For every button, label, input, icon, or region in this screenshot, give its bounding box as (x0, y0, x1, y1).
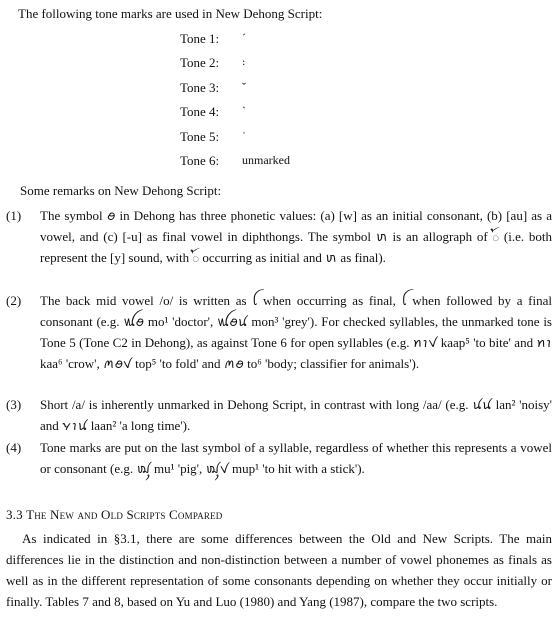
tone-label: Tone 3: (180, 79, 220, 95)
remark-number: (1) (6, 208, 22, 223)
remark-text: The symbol ꪮ in Dehong has three phonetic values: (a) [w] as an initial consonant, (b) [au] as a vowel, and (c) [-u] as final vowel in diphthongs. The symbol ꪬ is an allograph of ꪳ (i.e. both represent the [y] sound, with ꪳ occurring as initial and ꪬ as final). (40, 208, 552, 265)
tone-mark: ˋ (242, 104, 246, 119)
remark-item (6, 437, 552, 479)
tone-label: Tone 6: (180, 153, 220, 169)
tone-label: Tone 4: (180, 104, 220, 120)
tone-row (180, 75, 380, 100)
intro-text: The following tone marks are used in New Dehong Script: (18, 6, 323, 21)
tone-row (180, 100, 380, 125)
tone-mark: ˙ (242, 128, 246, 143)
remark-number: (4) (6, 440, 22, 455)
tone-mark: unmarked (242, 153, 290, 168)
remark-text: Short /a/ is inherently unmarked in Dehong Script, in contrast with long /aa/ (e.g. ꪙꪙ lan² 'noisy' and ꪩꪱꪙ laan² 'a long time'). (40, 397, 552, 433)
tone-label: Tone 1: (180, 30, 220, 46)
tone-marks-table (180, 26, 380, 173)
remark-text: The back mid vowel /o/ is written as ꪶ when occurring as final, ꪶ when followed by a final consonant (e.g. ꪡꪮ mo¹ 'doctor', ꪡꪮꪙ mon³ 'grey'). For checked syllables, the unmarked tone is Tone 5 (Tone C2 in Dehong), as against Tone 6 for open syllables (e.g. ꪀꪱꪚ kaap⁵ 'to bite' and ꪀꪱ kaa⁶ 'crow', ꪔꪮꪚ top⁵ 'to fold' and ꪔꪮ to⁶ 'body; classifier for animals'). (40, 293, 552, 371)
tone-mark: ˊ (242, 30, 246, 45)
remark-item (6, 290, 552, 374)
tone-label: Tone 2: (180, 55, 220, 71)
section-body: As indicated in §3.1, there are some differences between the Old and New Scripts. The main differences lie in the distinction and non-distinction between a number of vowel phonemes as finals as well as in the different representation of some consonants depending on whether they occur initially or finally. Tables 7 and 8, based on Yu and Luo (1980) and Yang (1987), compare the two scripts. (6, 531, 552, 609)
tone-row (180, 149, 380, 174)
section-heading: 3.3 The New and Old Scripts Compared (6, 507, 223, 522)
tone-mark: ꞉ (242, 55, 246, 70)
tone-row (180, 124, 380, 149)
remarks-intro: Some remarks on New Dehong Script: (20, 183, 222, 198)
remark-number: (2) (6, 293, 22, 308)
remark-item (6, 394, 552, 436)
remark-number: (3) (6, 397, 22, 412)
tone-row (180, 51, 380, 76)
tone-row (180, 26, 380, 51)
tone-mark: ˇ (242, 79, 246, 94)
tone-label: Tone 5: (180, 128, 220, 144)
remark-text: Tone marks are put on the last symbol of a syllable, regardless of whether this represents a vowel or consonant (e.g. ꪢꪴ mu¹ 'pig', ꪢꪴꪚ mup¹ 'to hit with a stick'). (40, 440, 552, 476)
remark-item (6, 205, 552, 268)
